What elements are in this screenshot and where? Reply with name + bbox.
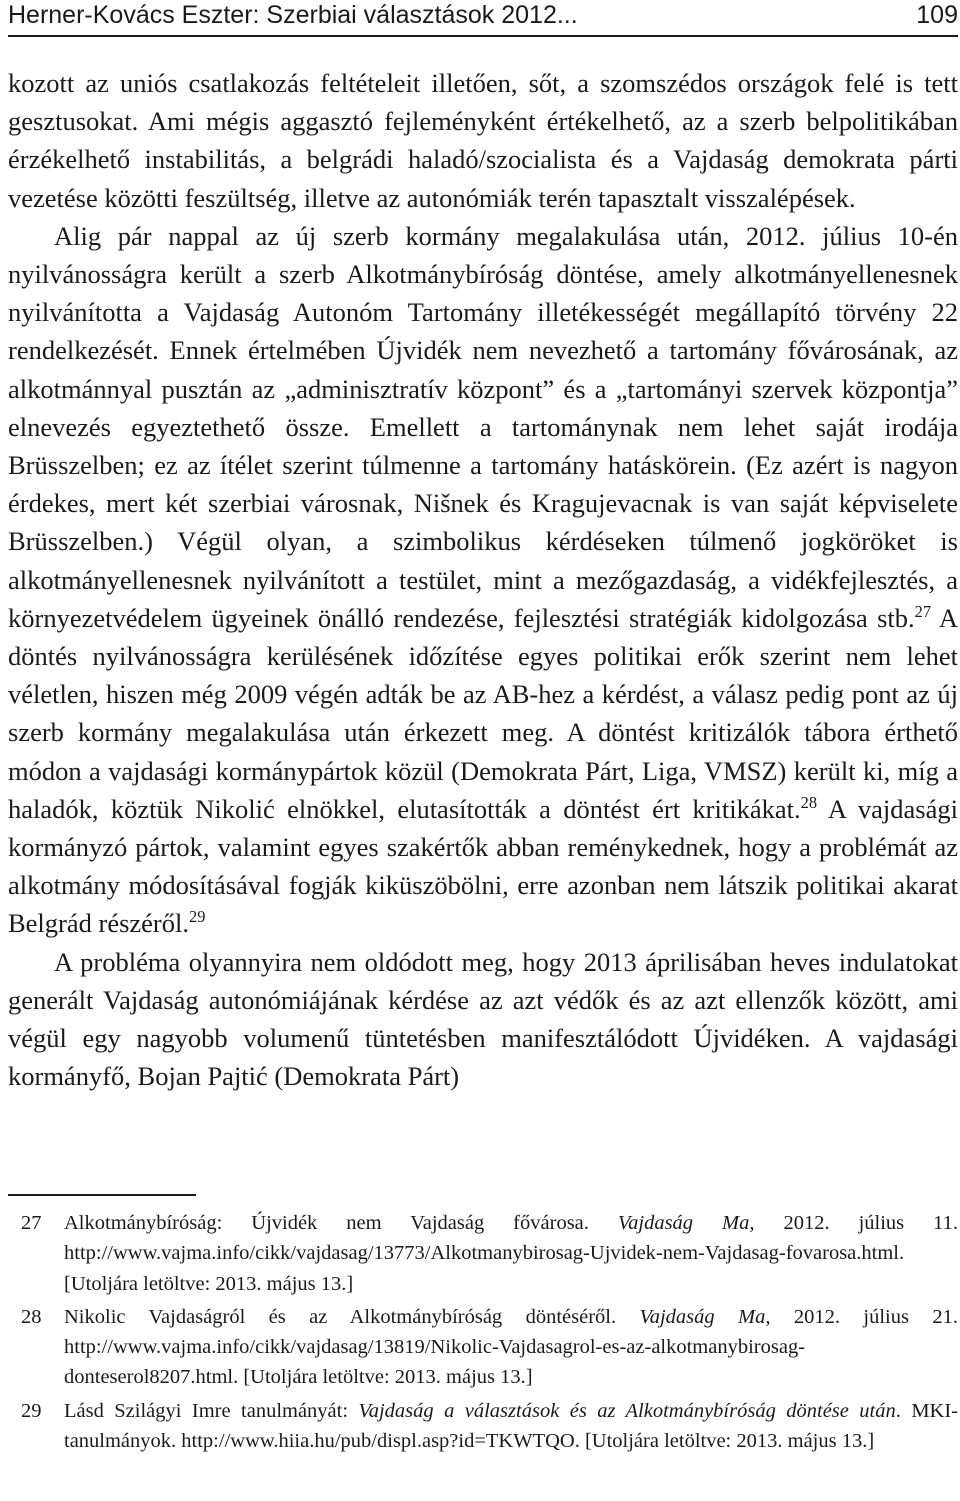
footnote-source-title: Vajdaság a választások és az Alkotmánybíróság döntése után xyxy=(358,1399,896,1422)
paragraph-p2 xyxy=(8,217,958,943)
footnotes xyxy=(8,1208,958,1459)
paragraph-p1 xyxy=(8,64,958,217)
footnote-text: Lásd Szilágyi Imre tanulmányát: xyxy=(64,1399,359,1422)
footnote-number: 29 xyxy=(21,1399,42,1422)
body-text xyxy=(8,64,958,1095)
footnote-ref: 28 xyxy=(800,793,818,813)
footnote-source-title: Vajdaság Ma xyxy=(639,1305,766,1328)
footnote-text: , 2012. július 21. http://www.vajma.info/cikk/vajdasag/13819/Nikolic-Vajdasagrol-es-az-alkotmanybirosag-donteserol8207.html. [Utoljára letöltve: 2013. május 13.] xyxy=(64,1305,958,1389)
footnote-source-title: Vajdaság Ma xyxy=(617,1212,750,1234)
footnote-number: 28 xyxy=(21,1305,42,1328)
footnote-text: Alkotmánybíróság: Újvidék nem Vajdaság fővárosa. xyxy=(64,1212,618,1234)
footnote-number: 27 xyxy=(21,1212,42,1234)
footnote-27 xyxy=(8,1208,958,1299)
page-number: 109 xyxy=(916,1,958,29)
footnote-text: Nikolic Vajdaságról és az Alkotmánybíróság döntéséről. xyxy=(64,1305,640,1328)
paragraph-text: A probléma olyannyira nem oldódott meg, hogy 2013 áprilisában heves indulatokat generált Vajdaság autonómiájának kérdése az azt védők és az azt ellenzők között, ami végül egy nagyobb volumenű tüntetésben manifesztálódott Újvidéken. A vajdasági kormányfő, Bojan Pajtić (Demokrata Párt) xyxy=(8,946,958,1092)
document-page xyxy=(8,0,958,1501)
header-rule xyxy=(8,35,958,37)
paragraph-p3 xyxy=(8,943,958,1096)
footnote-ref: 27 xyxy=(914,602,932,621)
footnote-28 xyxy=(8,1302,958,1393)
footnote-ref: 29 xyxy=(189,907,206,927)
running-header-title: Herner-Kovács Eszter: Szerbiai választások 2012... xyxy=(8,1,578,29)
paragraph-text: kozott az uniós csatlakozás feltételeit illetően, sőt, a szomszédos országok felé is tett gesztusokat. Ami mégis aggasztó fejleményként értékelhető, az a szerb belpolitikában érzékelhető instabilitás, a belgrádi haladó/szocialista és a Vajdaság demokrata párti vezetése közötti feszültség, illetve az autonómiák terén tapasztalt visszalépések. xyxy=(8,68,958,213)
footnote-text: , 2012. július 11. http://www.vajma.info/cikk/vajdasag/13773/Alkotmanybirosag-Ujvidek-nem-Vajdasag-fovarosa.html. [Utoljára letöltve: 2013. május 13.] xyxy=(64,1212,958,1295)
footnote-29 xyxy=(8,1396,958,1457)
footnote-separator xyxy=(8,1194,196,1196)
footnote-text: . MKI-tanulmányok. http://www.hiia.hu/pub/displ.asp?id=TKWTQO. [Utoljára letöltve: 2013. május 13.] xyxy=(64,1399,959,1453)
paragraph-text: A döntés nyilvánosságra kerülésének időzítése egyes politikai erők szerint nem lehet véletlen, hiszen még 2009 végén adták be az AB-hez a kérdést, a válasz pedig pont az új szerb kormány megalakulása után érkezett meg. A döntést kritizálók tábora érthető módon a vajdasági kormánypártok közül (Demokrata Párt, Liga, VMSZ) került ki, míg a haladók, köztük Nikolić elnökkel, elutasították a döntést ért kritikákat. xyxy=(8,602,958,824)
paragraph-text: A vajdasági kormányzó pártok, valamint egyes szakértők abban reménykednek, hogy a problémát az alkotmány módosításával fogják kiküszöbölni, erre azonban nem látszik politikai akarat Belgrád részéről. xyxy=(8,793,958,939)
running-header xyxy=(8,0,958,30)
paragraph-text: Alig pár nappal az új szerb kormány megalakulása után, 2012. július 10-én nyilvánosságra került a szerb Alkotmánybíróság döntése, amely alkotmányellenesnek nyilvánította a Vajdaság Autonóm Tartomány illetékességét megállapító törvény 22 rendelkezését. Ennek értelmében Újvidék nem nevezhető a tartomány fővárosának, az alkotmánnyal pusztán az „adminisztratív központ” és a „tartományi szervek központja” elnevezés egyeztethető össze. Emellett a tartománynak nem lehet saját irodája Brüsszelben; ez az ítélet szerint túlmenne a tartomány hatáskörein. (Ez azért is nagyon érdekes, mert két szerbiai városnak, Nišnek és Kragujevacnak is van saját képviselete Brüsszelben.) Végül olyan, a szimbolikus kérdéseken túlmenő jogköröket is alkotmányellenesnek nyilvánított a testület, mint a mezőgazdaság, a vidékfejlesztés, a környezetvédelem ügyeinek önálló rendezése, fejlesztési stratégiák kidolgozása stb. xyxy=(8,220,958,633)
